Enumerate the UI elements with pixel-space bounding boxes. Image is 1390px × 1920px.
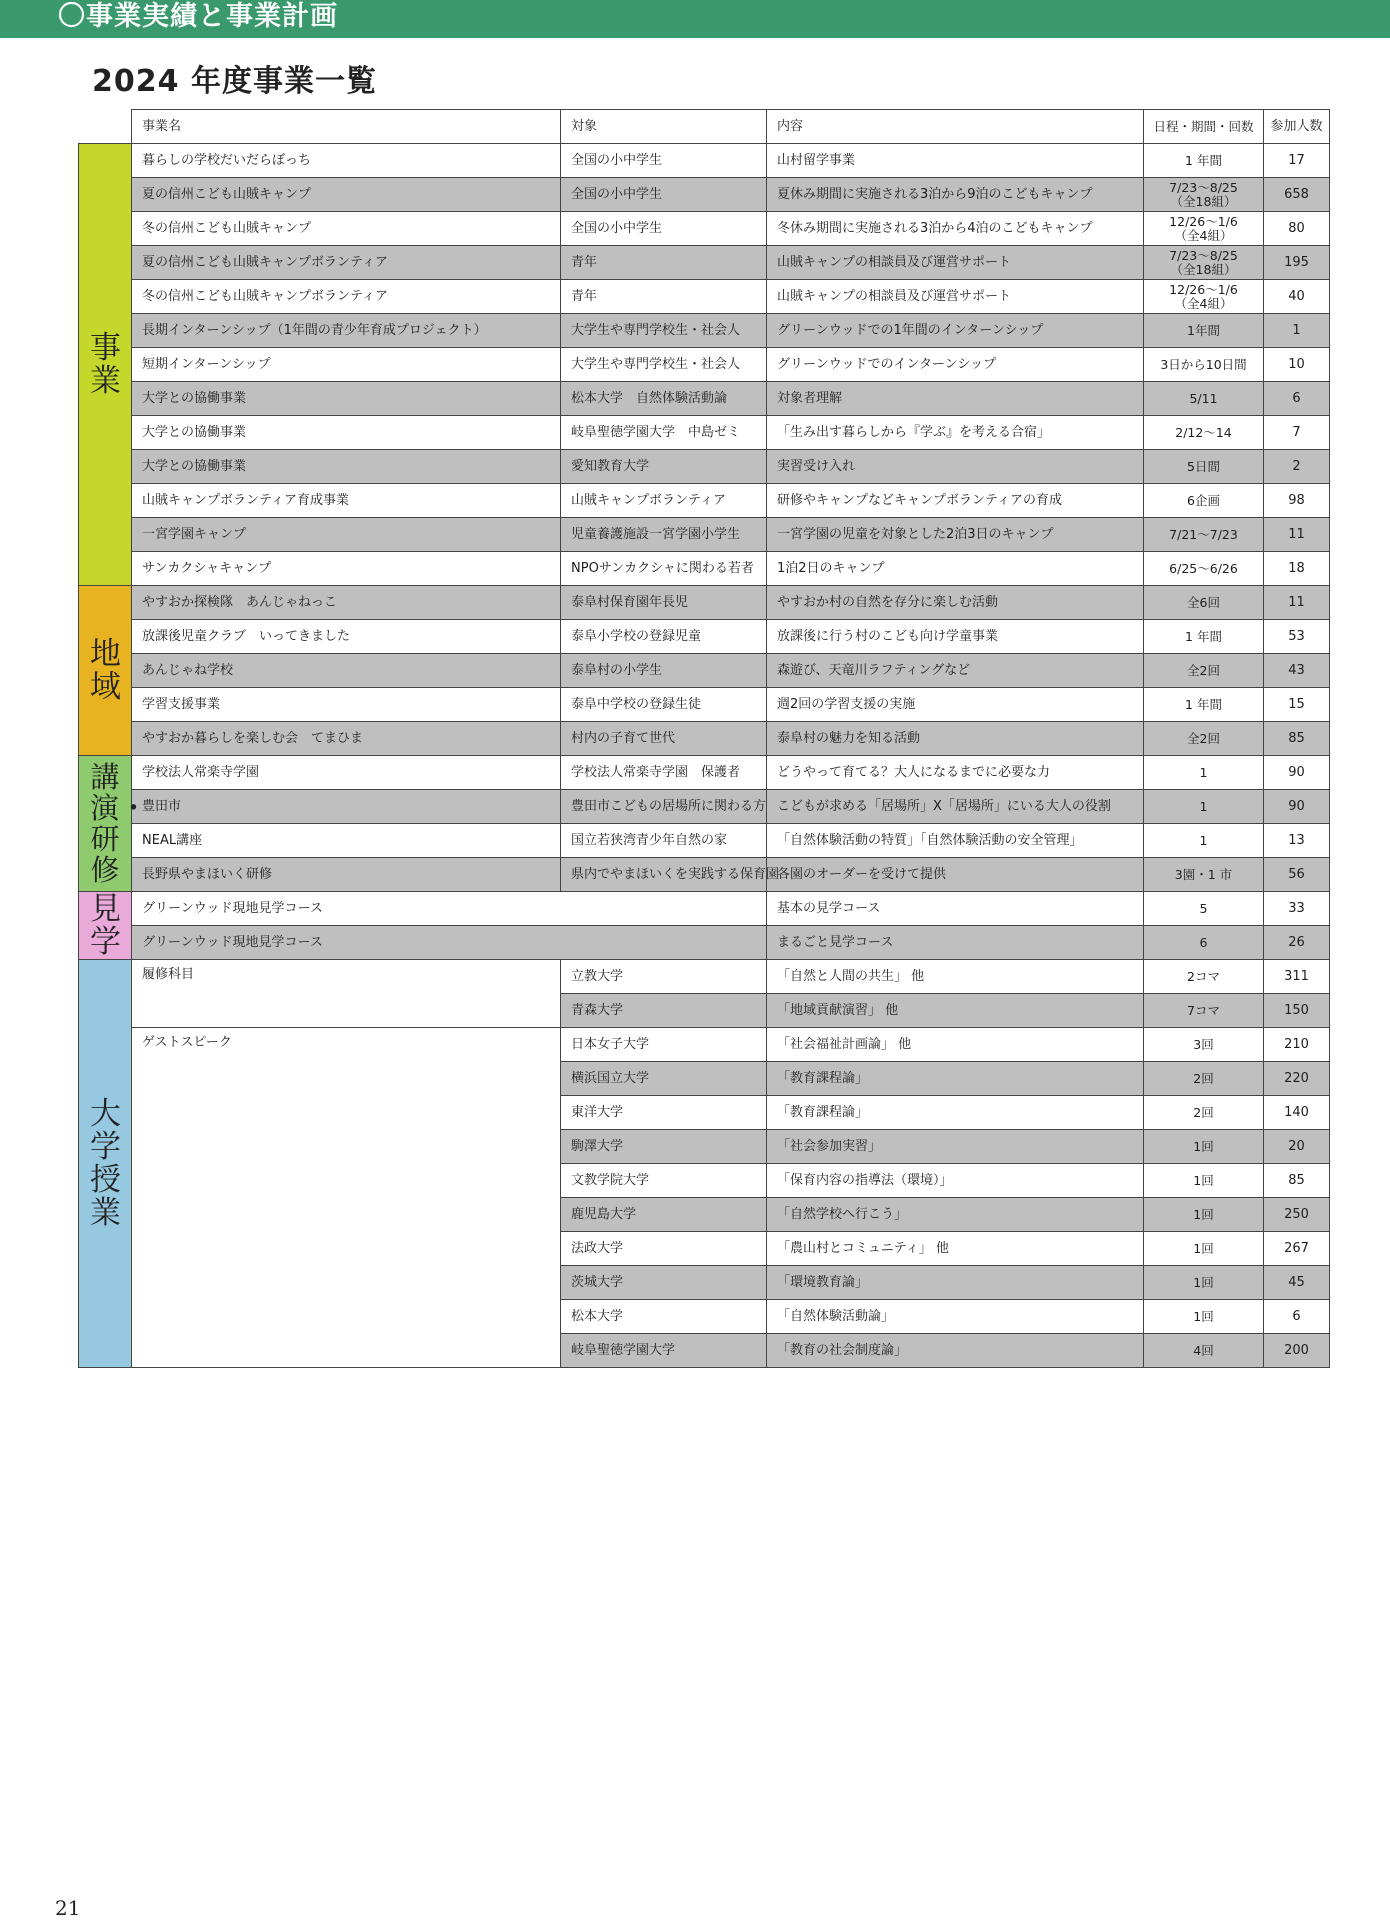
participant-count-cell: 18 xyxy=(1264,552,1330,586)
schedule-text: 1回 xyxy=(1193,1172,1214,1188)
schedule-text: 7/23～8/25 xyxy=(1169,179,1238,195)
participant-count-cell: 17 xyxy=(1264,144,1330,178)
category-label-cell: 大学授業 xyxy=(79,960,132,1368)
target-cell: 大学生や専門学校生・社会人 xyxy=(561,314,767,348)
participant-count-cell: 7 xyxy=(1264,416,1330,450)
participant-count-cell: 56 xyxy=(1264,858,1330,892)
participant-count-cell: 15 xyxy=(1264,688,1330,722)
schedule-cell xyxy=(1144,416,1264,450)
content-cell: こどもが求める「居場所」X「居場所」にいる大人の役割 xyxy=(767,790,1144,824)
participant-count-cell: 40 xyxy=(1264,280,1330,314)
category-label-cell: 事業 xyxy=(79,144,132,586)
table-row xyxy=(79,586,1330,620)
table-row xyxy=(79,314,1330,348)
table-corner xyxy=(79,110,132,144)
schedule-text: 全2回 xyxy=(1187,730,1220,746)
schedule-text: 2回 xyxy=(1193,1070,1214,1086)
table-row xyxy=(79,144,1330,178)
schedule-cell xyxy=(1144,1300,1264,1334)
col-header-target: 対象 xyxy=(561,110,767,144)
participant-count-cell: 80 xyxy=(1264,212,1330,246)
section-header-title: 〇事業実績と事業計画 xyxy=(58,1,338,32)
schedule-text: 1回 xyxy=(1193,1206,1214,1222)
category-label-cell: 講演・研修 xyxy=(79,756,132,892)
target-cell: 立教大学 xyxy=(561,960,767,994)
content-cell: やすおか村の自然を存分に楽しむ活動 xyxy=(767,586,1144,620)
schedule-cell xyxy=(1144,348,1264,382)
participant-count-cell: 267 xyxy=(1264,1232,1330,1266)
target-cell: 駒澤大学 xyxy=(561,1130,767,1164)
col-header-name: 事業名 xyxy=(132,110,561,144)
content-cell: 「保育内容の指導法（環境）」 xyxy=(767,1164,1144,1198)
project-name-cell: グリーンウッド現地見学コース xyxy=(132,892,767,926)
schedule-text: 2コマ xyxy=(1187,968,1220,984)
project-name-cell: ゲストスピーク xyxy=(132,1028,561,1368)
target-cell: 学校法人常楽寺学園 保護者 xyxy=(561,756,767,790)
participant-count-cell: 26 xyxy=(1264,926,1330,960)
content-cell: 夏休み期間に実施される3泊から9泊のこどもキャンプ xyxy=(767,178,1144,212)
project-name-cell: 豊田市 xyxy=(132,790,561,824)
target-cell: 国立若狭湾青少年自然の家 xyxy=(561,824,767,858)
schedule-cell xyxy=(1144,212,1264,246)
schedule-text: 6/25～6/26 xyxy=(1169,560,1238,576)
target-cell: 青森大学 xyxy=(561,994,767,1028)
participant-count-cell: 53 xyxy=(1264,620,1330,654)
target-cell: 泰阜小学校の登録児童 xyxy=(561,620,767,654)
schedule-text: 12/26～1/6 xyxy=(1169,281,1238,297)
participant-count-cell: 85 xyxy=(1264,1164,1330,1198)
table-row xyxy=(79,926,1330,960)
schedule-text: 5日間 xyxy=(1187,458,1220,474)
schedule-cell xyxy=(1144,1164,1264,1198)
project-name-cell: 放課後児童クラブ いってきました xyxy=(132,620,561,654)
schedule-cell xyxy=(1144,1198,1264,1232)
participant-count-cell: 195 xyxy=(1264,246,1330,280)
table-row xyxy=(79,212,1330,246)
table-row xyxy=(79,620,1330,654)
target-cell: 全国の小中学生 xyxy=(561,212,767,246)
target-cell: 全国の小中学生 xyxy=(561,178,767,212)
schedule-text: 1 xyxy=(1199,764,1208,780)
project-name-cell: 履修科目 xyxy=(132,960,561,1028)
table-row xyxy=(79,688,1330,722)
participant-count-cell: 150 xyxy=(1264,994,1330,1028)
content-cell: 「自然体験活動の特質」「自然体験活動の安全管理」 xyxy=(767,824,1144,858)
content-cell: 「自然体験活動論」 xyxy=(767,1300,1144,1334)
schedule-cell xyxy=(1144,1096,1264,1130)
content-cell: 泰阜村の魅力を知る活動 xyxy=(767,722,1144,756)
schedule-note: （全4組） xyxy=(1174,227,1233,243)
target-cell: 泰阜中学校の登録生徒 xyxy=(561,688,767,722)
schedule-cell xyxy=(1144,688,1264,722)
schedule-text: 1年間 xyxy=(1187,322,1220,338)
target-cell: 岐阜聖徳学園大学 xyxy=(561,1334,767,1368)
target-cell: 青年 xyxy=(561,246,767,280)
schedule-text: 3日から10日間 xyxy=(1160,356,1247,372)
target-cell: 日本女子大学 xyxy=(561,1028,767,1062)
category-label-cell: 見学 xyxy=(79,892,132,960)
schedule-text: 12/26～1/6 xyxy=(1169,213,1238,229)
content-cell: 森遊び、天竜川ラフティングなど xyxy=(767,654,1144,688)
schedule-text: 3回 xyxy=(1193,1036,1214,1052)
participant-count-cell: 33 xyxy=(1264,892,1330,926)
target-cell: 泰阜村の小学生 xyxy=(561,654,767,688)
schedule-note: （全18組） xyxy=(1170,193,1237,209)
schedule-text: 1 xyxy=(1199,798,1208,814)
participant-count-cell: 90 xyxy=(1264,756,1330,790)
table-row xyxy=(79,552,1330,586)
participant-count-cell: 45 xyxy=(1264,1266,1330,1300)
table-row xyxy=(79,416,1330,450)
participant-count-cell: 85 xyxy=(1264,722,1330,756)
schedule-cell xyxy=(1144,586,1264,620)
schedule-cell xyxy=(1144,994,1264,1028)
table-row xyxy=(79,654,1330,688)
schedule-cell xyxy=(1144,1334,1264,1368)
participant-count-cell: 311 xyxy=(1264,960,1330,994)
schedule-text: 7コマ xyxy=(1187,1002,1220,1018)
table-row xyxy=(79,484,1330,518)
project-name-cell: 大学との協働事業 xyxy=(132,382,561,416)
project-name-cell: 一宮学園キャンプ xyxy=(132,518,561,552)
content-cell: 基本の見学コース xyxy=(767,892,1144,926)
schedule-text: 5 xyxy=(1199,900,1208,916)
participant-count-cell: 140 xyxy=(1264,1096,1330,1130)
content-cell: 「自然学校へ行こう」 xyxy=(767,1198,1144,1232)
schedule-note: （全4組） xyxy=(1174,295,1233,311)
content-cell: 「教育課程論」 xyxy=(767,1096,1144,1130)
schedule-cell xyxy=(1144,382,1264,416)
col-header-count: 参加人数 xyxy=(1264,110,1330,144)
schedule-cell xyxy=(1144,314,1264,348)
schedule-cell xyxy=(1144,1028,1264,1062)
target-cell: 松本大学 xyxy=(561,1300,767,1334)
target-cell: 豊田市こどもの居場所に関わる方 xyxy=(561,790,767,824)
project-name-cell: 学習支援事業 xyxy=(132,688,561,722)
project-name-cell: 長野県やまほいく研修 xyxy=(132,858,561,892)
project-name-cell: 暮らしの学校だいだらぼっち xyxy=(132,144,561,178)
participant-count-cell: 13 xyxy=(1264,824,1330,858)
project-name-cell: 夏の信州こども山賊キャンプボランティア xyxy=(132,246,561,280)
content-cell: 対象者理解 xyxy=(767,382,1144,416)
target-cell: 青年 xyxy=(561,280,767,314)
target-cell: 岐阜聖徳学園大学 中島ゼミ xyxy=(561,416,767,450)
schedule-cell xyxy=(1144,144,1264,178)
participant-count-cell: 6 xyxy=(1264,382,1330,416)
schedule-text: 5/11 xyxy=(1189,390,1218,406)
schedule-text: 7/21～7/23 xyxy=(1169,526,1238,542)
section-header-band xyxy=(0,0,1390,38)
schedule-text: 6 xyxy=(1199,934,1208,950)
content-cell: 各園のオーダーを受けて提供 xyxy=(767,858,1144,892)
participant-count-cell: 11 xyxy=(1264,586,1330,620)
schedule-text: 1回 xyxy=(1193,1138,1214,1154)
schedule-cell xyxy=(1144,892,1264,926)
project-name-cell: やすおか探検隊 あんじゃねっこ xyxy=(132,586,561,620)
target-cell: 全国の小中学生 xyxy=(561,144,767,178)
schedule-cell xyxy=(1144,450,1264,484)
project-list-table xyxy=(78,109,1330,1368)
table-row xyxy=(79,450,1330,484)
content-cell: 山村留学事業 xyxy=(767,144,1144,178)
schedule-cell xyxy=(1144,518,1264,552)
content-cell: どうやって育てる？大人になるまでに必要な力 xyxy=(767,756,1144,790)
content-cell: 実習受け入れ xyxy=(767,450,1144,484)
content-cell: 「社会参加実習」 xyxy=(767,1130,1144,1164)
project-name-cell: 冬の信州こども山賊キャンプボランティア xyxy=(132,280,561,314)
content-cell: グリーンウッドでのインターンシップ xyxy=(767,348,1144,382)
content-cell: 「地域貢献演習」 他 xyxy=(767,994,1144,1028)
schedule-text: 2/12～14 xyxy=(1175,424,1232,440)
schedule-text: 1 年間 xyxy=(1185,696,1222,712)
target-cell: 山賊キャンプボランティア xyxy=(561,484,767,518)
participant-count-cell: 1 xyxy=(1264,314,1330,348)
project-name-cell: 山賊キャンプボランティア育成事業 xyxy=(132,484,561,518)
content-cell: 「教育の社会制度論」 xyxy=(767,1334,1144,1368)
schedule-cell xyxy=(1144,654,1264,688)
content-cell: グリーンウッドでの1年間のインターンシップ xyxy=(767,314,1144,348)
participant-count-cell: 43 xyxy=(1264,654,1330,688)
participant-count-cell: 200 xyxy=(1264,1334,1330,1368)
schedule-cell xyxy=(1144,790,1264,824)
table-row xyxy=(79,892,1330,926)
schedule-cell xyxy=(1144,824,1264,858)
participant-count-cell: 220 xyxy=(1264,1062,1330,1096)
participant-count-cell: 2 xyxy=(1264,450,1330,484)
content-cell: 一宮学園の児童を対象とした2泊3日のキャンプ xyxy=(767,518,1144,552)
project-name-cell: 長期インターンシップ（1年間の青少年育成プロジェクト） xyxy=(132,314,561,348)
page-subtitle: 2024 年度事業一覧 xyxy=(92,64,377,99)
content-cell: 研修やキャンプなどキャンプボランティアの育成 xyxy=(767,484,1144,518)
participant-count-cell: 210 xyxy=(1264,1028,1330,1062)
content-cell: 「生み出す暮らしから『学ぶ』を考える合宿」 xyxy=(767,416,1144,450)
project-name-cell: グリーンウッド現地見学コース xyxy=(132,926,767,960)
target-cell: 県内でやまほいくを実践する保育園 xyxy=(561,858,767,892)
schedule-cell xyxy=(1144,858,1264,892)
col-header-schedule: 日程・期間・回数 xyxy=(1144,110,1264,144)
target-cell: 法政大学 xyxy=(561,1232,767,1266)
schedule-text: 1 年間 xyxy=(1185,152,1222,168)
target-cell: NPOサンカクシャに関わる若者 xyxy=(561,552,767,586)
schedule-text: 1回 xyxy=(1193,1274,1214,1290)
content-cell: 冬休み期間に実施される3泊から4泊のこどもキャンプ xyxy=(767,212,1144,246)
participant-count-cell: 11 xyxy=(1264,518,1330,552)
schedule-text: 2回 xyxy=(1193,1104,1214,1120)
project-name-cell: 冬の信州こども山賊キャンプ xyxy=(132,212,561,246)
target-cell: 愛知教育大学 xyxy=(561,450,767,484)
target-cell: 松本大学 自然体験活動論 xyxy=(561,382,767,416)
project-name-cell: 夏の信州こども山賊キャンプ xyxy=(132,178,561,212)
schedule-note: （全18組） xyxy=(1170,261,1237,277)
project-name-cell: あんじゃね学校 xyxy=(132,654,561,688)
participant-count-cell: 98 xyxy=(1264,484,1330,518)
target-cell: 大学生や専門学校生・社会人 xyxy=(561,348,767,382)
content-cell: 放課後に行う村のこども向け学童事業 xyxy=(767,620,1144,654)
schedule-text: 全6回 xyxy=(1187,594,1220,610)
participant-count-cell: 10 xyxy=(1264,348,1330,382)
page-number: 21 xyxy=(55,1896,81,1920)
target-cell: 茨城大学 xyxy=(561,1266,767,1300)
project-name-cell: NEAL講座 xyxy=(132,824,561,858)
schedule-cell xyxy=(1144,960,1264,994)
content-cell: 「環境教育論」 xyxy=(767,1266,1144,1300)
content-cell: 山賊キャンプの相談員及び運営サポート xyxy=(767,246,1144,280)
schedule-cell xyxy=(1144,1232,1264,1266)
project-name-cell: サンカクシャキャンプ xyxy=(132,552,561,586)
project-name-cell: 学校法人常楽寺学園 xyxy=(132,756,561,790)
schedule-cell xyxy=(1144,620,1264,654)
participant-count-cell: 6 xyxy=(1264,1300,1330,1334)
content-cell: まるごと見学コース xyxy=(767,926,1144,960)
schedule-cell xyxy=(1144,178,1264,212)
table-row xyxy=(79,280,1330,314)
target-cell: 鹿児島大学 xyxy=(561,1198,767,1232)
table-row xyxy=(79,1028,1330,1062)
schedule-cell xyxy=(1144,926,1264,960)
schedule-text: 1回 xyxy=(1193,1240,1214,1256)
target-cell: 東洋大学 xyxy=(561,1096,767,1130)
schedule-cell xyxy=(1144,1266,1264,1300)
participant-count-cell: 90 xyxy=(1264,790,1330,824)
project-name-cell: 大学との協働事業 xyxy=(132,450,561,484)
content-cell: 週2回の学習支援の実施 xyxy=(767,688,1144,722)
participant-count-cell: 658 xyxy=(1264,178,1330,212)
project-name-cell: やすおか暮らしを楽しむ会 てまひま xyxy=(132,722,561,756)
schedule-cell xyxy=(1144,246,1264,280)
table-row xyxy=(79,960,1330,994)
schedule-cell xyxy=(1144,1130,1264,1164)
table-row xyxy=(79,722,1330,756)
content-cell: 1泊2日のキャンプ xyxy=(767,552,1144,586)
schedule-cell xyxy=(1144,280,1264,314)
content-cell: 「農山村とコミュニティ」 他 xyxy=(767,1232,1144,1266)
content-cell: 「社会福祉計画論」 他 xyxy=(767,1028,1144,1062)
table-row xyxy=(79,518,1330,552)
schedule-text: 6企画 xyxy=(1187,492,1220,508)
schedule-text: 全2回 xyxy=(1187,662,1220,678)
table-row xyxy=(79,824,1330,858)
content-cell: 「自然と人間の共生」 他 xyxy=(767,960,1144,994)
participant-count-cell: 250 xyxy=(1264,1198,1330,1232)
col-header-content: 内容 xyxy=(767,110,1144,144)
category-label-cell: 地域 xyxy=(79,586,132,756)
table-row xyxy=(79,756,1330,790)
target-cell: 横浜国立大学 xyxy=(561,1062,767,1096)
table-row xyxy=(79,348,1330,382)
target-cell: 村内の子育て世代 xyxy=(561,722,767,756)
table-header-row xyxy=(79,110,1330,144)
schedule-cell xyxy=(1144,484,1264,518)
schedule-text: 1 年間 xyxy=(1185,628,1222,644)
project-name-cell: 大学との協働事業 xyxy=(132,416,561,450)
table-row xyxy=(79,790,1330,824)
table-row xyxy=(79,178,1330,212)
table-row xyxy=(79,382,1330,416)
schedule-cell xyxy=(1144,552,1264,586)
schedule-text: 4回 xyxy=(1193,1342,1214,1358)
schedule-text: 3園・1 市 xyxy=(1174,866,1233,882)
schedule-text: 7/23～8/25 xyxy=(1169,247,1238,263)
schedule-cell xyxy=(1144,756,1264,790)
project-name-cell: 短期インターンシップ xyxy=(132,348,561,382)
table-row xyxy=(79,858,1330,892)
participant-count-cell: 20 xyxy=(1264,1130,1330,1164)
content-cell: 山賊キャンプの相談員及び運営サポート xyxy=(767,280,1144,314)
target-cell: 児童養護施設一宮学園小学生 xyxy=(561,518,767,552)
target-cell: 文教学院大学 xyxy=(561,1164,767,1198)
schedule-cell xyxy=(1144,722,1264,756)
schedule-text: 1 xyxy=(1199,832,1208,848)
schedule-cell xyxy=(1144,1062,1264,1096)
table-row xyxy=(79,246,1330,280)
content-cell: 「教育課程論」 xyxy=(767,1062,1144,1096)
target-cell: 泰阜村保育園年長児 xyxy=(561,586,767,620)
schedule-text: 1回 xyxy=(1193,1308,1214,1324)
